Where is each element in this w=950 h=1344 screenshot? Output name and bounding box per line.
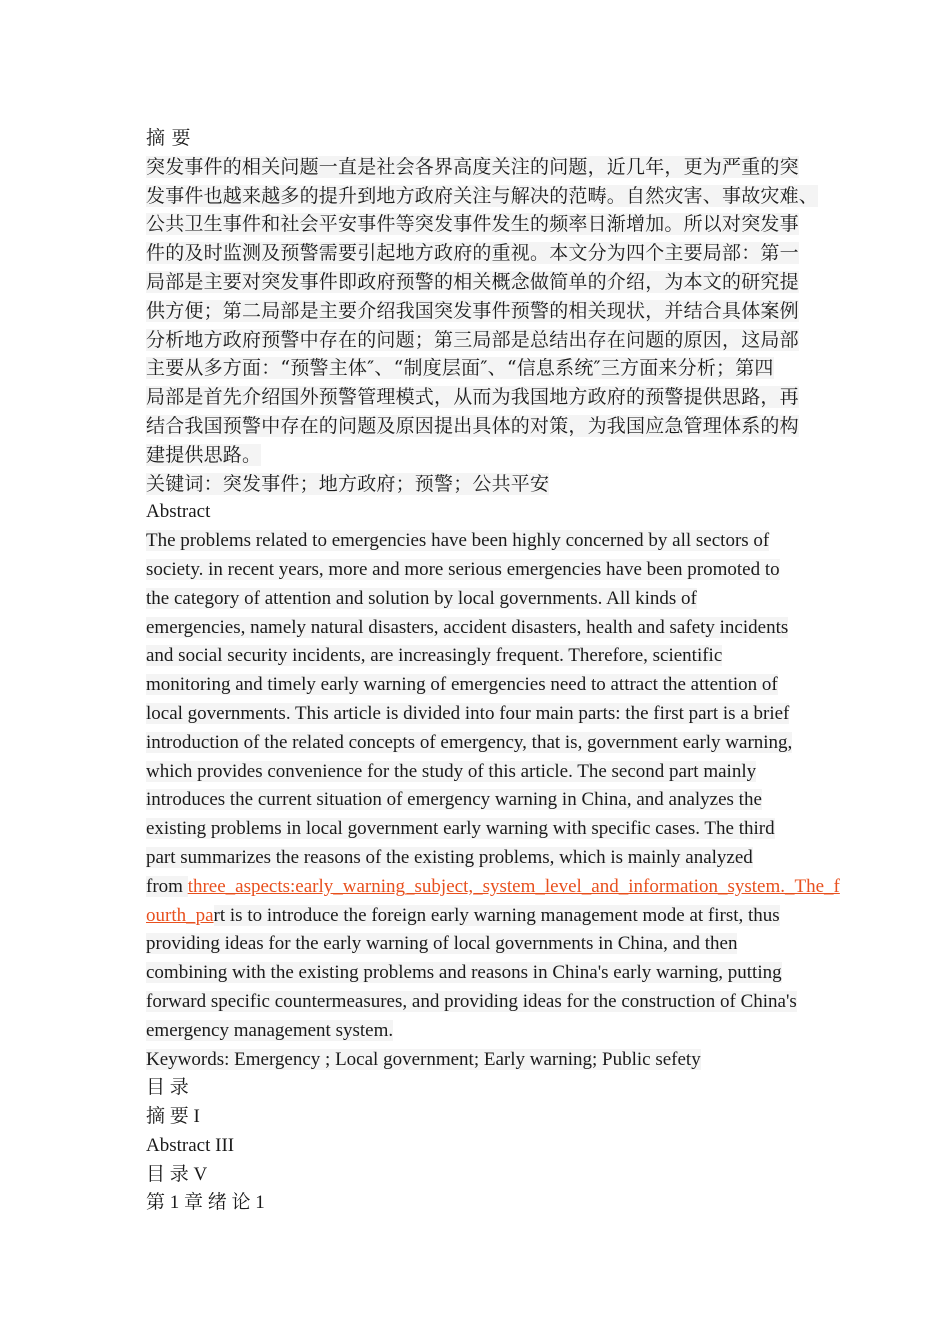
abstract-en-line: emergency management system. <box>146 1019 394 1041</box>
abstract-zh-keywords: 关键词：突发事件；地方政府；预警；公共平安 <box>146 472 550 495</box>
toc-item[interactable]: Abstract III <box>146 1134 235 1156</box>
toc-item[interactable]: 目 录 V <box>146 1163 208 1185</box>
abstract-en-line: monitoring and timely early warning of emergencies need to attract the attention of <box>146 674 778 696</box>
abstract-zh-line: 局部是主要对突发事件即政府预警的相关概念做简单的介绍，为本文的研究提 <box>146 270 799 293</box>
abstract-en-line: society. in recent years, more and more serious emergencies have been promoted to <box>146 558 780 580</box>
abstract-en-keywords: Keywords: Emergency ; Local government; Early warning; Public sefety <box>146 1048 701 1070</box>
abstract-zh-line: 局部是首先介绍国外预警管理模式，从而为我国地方政府的预警提供思路，再 <box>146 386 799 409</box>
abstract-zh-line: 主要从多方面：“预警主体″、“制度层面″、“信息系统″三方面来分析；第四 <box>146 357 774 380</box>
toc-item[interactable]: 第 1 章 绪 论 1 <box>146 1192 265 1214</box>
abstract-en-line: which provides convenience for the study of this article. The second part mainly <box>146 760 757 782</box>
abstract-zh-line: 供方便；第二局部是主要介绍我国突发事件预警的相关现状，并结合具体案例 <box>146 299 799 322</box>
toc-list <box>146 1103 818 1218</box>
toc-item[interactable]: 摘 要 I <box>146 1106 200 1128</box>
abstract-en-line-prefix: from <box>146 875 188 897</box>
abstract-zh-line: 公共卫生事件和社会平安事件等突发事件发生的频率日渐增加。所以对突发事 <box>146 213 799 236</box>
abstract-zh-body <box>146 153 818 470</box>
document-page <box>146 124 840 1218</box>
abstract-zh-line: 建提供思路。 <box>146 443 262 466</box>
abstract-zh-line: 突发事件的相关问题一直是社会各界高度关注的问题，近几年，更为严重的突 <box>146 155 799 178</box>
abstract-zh-line: 结合我国预警中存在的问题及原因提出具体的对策，为我国应急管理体系的构 <box>146 414 799 437</box>
inline-link[interactable]: ourth_pa <box>146 904 214 926</box>
abstract-en-line: and social security incidents, are increasingly frequent. Therefore, scientific <box>146 645 723 667</box>
abstract-en-line: rt is to introduce the foreign early warning management mode at first, thus <box>213 904 780 926</box>
toc-heading: 目 录 <box>146 1077 189 1099</box>
abstract-en-line: The problems related to emergencies have been highly concerned by all sectors of <box>146 530 770 552</box>
abstract-en-line: providing ideas for the early warning of local governments in China, and then <box>146 933 738 955</box>
abstract-zh-line: 分析地方政府预警中存在的问题；第三局部是总结出存在问题的原因，这局部 <box>146 328 799 351</box>
abstract-en-line: combining with the existing problems and reasons in China's early warning, putting <box>146 962 782 984</box>
abstract-en-line: emergencies, namely natural disasters, accident disasters, health and safety incidents <box>146 616 789 638</box>
abstract-en-line: forward specific countermeasures, and providing ideas for the construction of China's <box>146 990 797 1012</box>
abstract-en-line: introduces the current situation of emergency warning in China, and analyzes the <box>146 789 762 811</box>
abstract-en-heading: Abstract <box>146 501 211 523</box>
abstract-en-line: the category of attention and solution by local governments. All kinds of <box>146 587 697 609</box>
inline-link[interactable]: three_aspects:early_warning_subject,_system_level_and_information_system._The_f <box>187 875 840 897</box>
abstract-en-line: local governments. This article is divided into four main parts: the first part is a brief <box>146 702 790 724</box>
abstract-en-line: introduction of the related concepts of emergency, that is, government early warning, <box>146 731 793 753</box>
abstract-en-line: part summarizes the reasons of the existing problems, which is mainly analyzed <box>146 846 753 868</box>
abstract-zh-line: 发事件也越来越多的提升到地方政府关注与解决的范畴。自然灾害、事故灾难、 <box>146 184 819 207</box>
abstract-zh-line: 件的及时监测及预警需要引起地方政府的重视。本文分为四个主要局部：第一 <box>146 242 799 265</box>
abstract-en-body <box>146 527 840 1045</box>
abstract-en-line: existing problems in local government early warning with specific cases. The third <box>146 818 775 840</box>
abstract-zh-heading: 摘 要 <box>146 127 191 149</box>
